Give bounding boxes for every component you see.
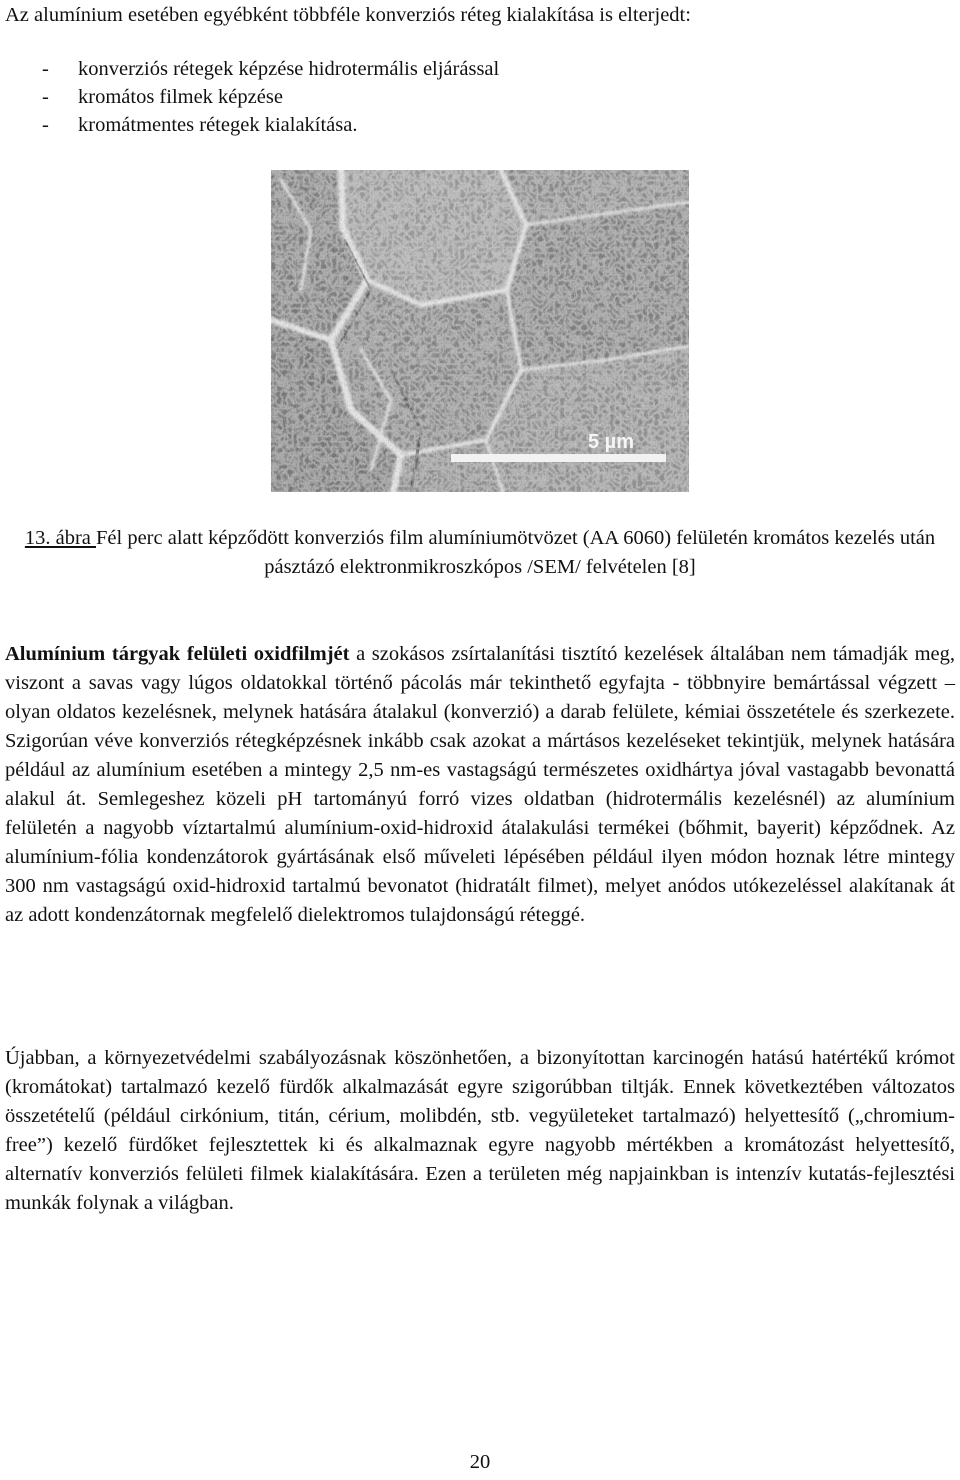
list-item (42, 55, 499, 83)
list-item (42, 111, 499, 139)
intro-text: Az alumínium esetében egyébként többféle konverziós réteg kialakítása is elterjedt: (5, 4, 691, 26)
scale-bar (451, 454, 666, 462)
list-item-text: kromátmentes rétegek kialakítása. (78, 114, 358, 136)
paragraph-1-text: a szokásos zsírtalanítási tisztító kezelések általában nem támadják meg, viszont a savas vagy lúgos oldatokkal történő pácolás már tekinthető egyfajta - többnyire bemártással végzett – olyan oldatos kezelésnek, melynek hatására átalakul (konverzió) a darab felülete, kémiai összetétele és szerkezete. Szigorúan véve konverziós rétegképzésnek inkább csak azokat a mártásos kezeléseket tekintjük, melynek hatására például az alumínium esetében a mintegy 2,5 nm-es vastagságú természetes oxidhártya jóval vastagabb bevonattá alakul át. Semlegeshez közeli pH tartományú forró vizes oldatban (hidrotermális kezelésnél) az alumínium felületén a nagyobb víztartalmú alumínium-oxid-hidroxid átalakulási termékei (bőhmit, bayerit) képződnek. Az alumínium-fólia kondenzátorok gyártásának első műveleti lépésében például ilyen módon hoznak létre mintegy 300 nm vastagságú oxid-hidroxid tartalmú bevonatot (hidratált filmet), melyet anódos utókezeléssel alakítanak át az adott kondenzátornak megfelelő dielektromos tulajdonságú réteggé. (5, 643, 955, 926)
paragraph-1 (5, 640, 955, 930)
paragraph-2: Újabban, a környezetvédelmi szabályozásnak köszönhetően, a bizonyítottan karcinogén hatású hatértékű krómot (kromátokat) tartalmazó kezelő fürdők alkalmazását egyre szigorúbban tiltják. Ennek következtében változatos összetételű (például cirkónium, titán, cérium, molibdén, stb. vegyületeket tartalmazó) helyettesítő („chromium-free”) kezelő fürdőket fejlesztettek ki és alkalmaznak egyre nagyobb mértékben a kromátozást helyettesítő, alternatív konverziós felületi filmek kialakítására. Ezen a területen még napjainkban is intenzív kutatás-fejlesztési munkák folynak a világban. (5, 1047, 955, 1214)
figure-number: 13. ábra (24, 527, 97, 549)
figure-caption-text: Fél perc alatt képződött konverziós film alumíniumötvözet (AA 6060) felületén kromátos kezelés után pásztázó elektronmikroszkópos /SEM/ felvételen [8] (96, 527, 936, 578)
bullet-dash: - (42, 58, 49, 80)
list-item-text: konverziós rétegek képzése hidrotermális eljárással (78, 58, 500, 80)
list-item (42, 83, 499, 111)
sem-micrograph-image (271, 170, 689, 492)
list-item-text: kromátos filmek képzése (78, 86, 283, 108)
bullet-list (42, 55, 499, 139)
paragraph-1-bold-lead: Alumínium tárgyak felületi oxidfilmjét (5, 643, 350, 665)
page-number: 20 (469, 1451, 491, 1473)
scale-bar-label: 5 µm (588, 431, 634, 453)
bullet-dash: - (42, 86, 49, 108)
figure-caption (20, 524, 940, 582)
bullet-dash: - (42, 114, 49, 136)
sem-micrograph (271, 170, 689, 492)
